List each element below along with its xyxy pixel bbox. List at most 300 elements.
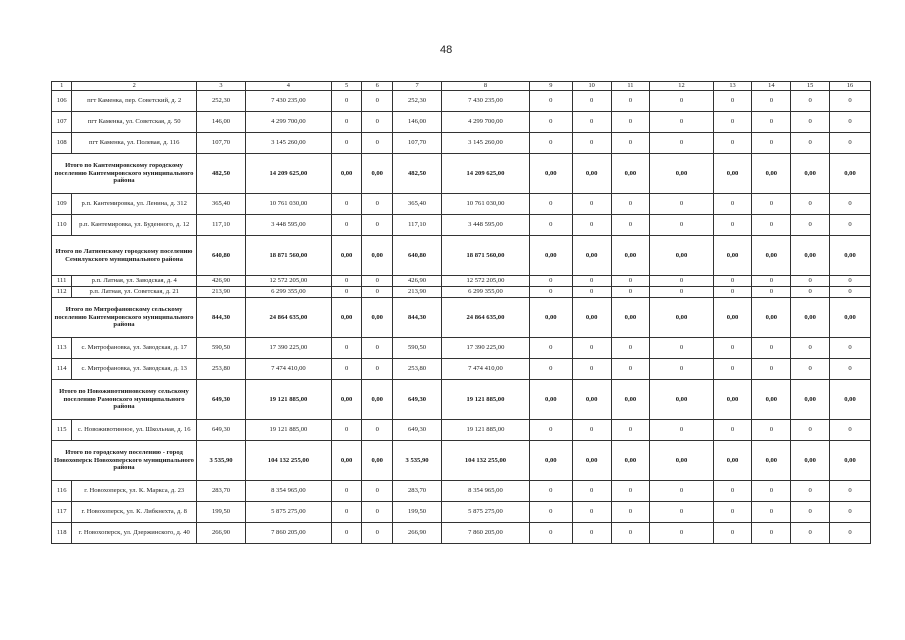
value-cell: 0 [791, 287, 830, 298]
value-cell: 6 299 355,00 [246, 287, 332, 298]
row-number: 116 [52, 481, 72, 502]
subtotal-value: 0,00 [752, 441, 791, 481]
value-cell: 0 [529, 502, 572, 523]
column-header: 12 [650, 82, 713, 91]
value-cell: 0 [791, 112, 830, 133]
address-cell: г. Новохоперск, ул. К. Либкнехта, д. 8 [72, 502, 197, 523]
subtotal-value: 0,00 [713, 298, 752, 338]
value-cell: 17 390 225,00 [442, 338, 530, 359]
subtotal-value: 18 871 560,00 [246, 236, 332, 276]
subtotal-value: 0,00 [572, 154, 611, 194]
value-cell: 0 [713, 502, 752, 523]
value-cell: 0 [791, 502, 830, 523]
subtotal-value: 0,00 [362, 298, 393, 338]
value-cell: 10 761 030,00 [246, 194, 332, 215]
address-cell: пгт Каменка, пер. Советский, д. 2 [72, 91, 197, 112]
value-cell: 0 [830, 112, 871, 133]
subtotal-value: 0,00 [650, 154, 713, 194]
value-cell: 146,00 [197, 112, 246, 133]
subtotal-row [52, 298, 871, 338]
column-header: 3 [197, 82, 246, 91]
value-cell: 0 [752, 276, 791, 287]
subtotal-value: 0,00 [611, 298, 650, 338]
column-header: 15 [791, 82, 830, 91]
value-cell: 0 [611, 359, 650, 380]
value-cell: 0 [650, 287, 713, 298]
subtotal-row [52, 154, 871, 194]
subtotal-value: 0,00 [650, 380, 713, 420]
value-cell: 0 [650, 215, 713, 236]
subtotal-value: 0,00 [362, 154, 393, 194]
value-cell: 252,30 [393, 91, 442, 112]
subtotal-value: 104 132 255,00 [442, 441, 530, 481]
subtotal-value: 0,00 [752, 298, 791, 338]
value-cell: 0 [611, 194, 650, 215]
value-cell: 0 [791, 359, 830, 380]
value-cell: 0 [791, 194, 830, 215]
value-cell: 0 [572, 91, 611, 112]
row-number: 107 [52, 112, 72, 133]
address-cell: р.п. Кантемировка, ул. Буденного, д. 12 [72, 215, 197, 236]
subtotal-value: 0,00 [331, 380, 362, 420]
subtotal-value: 0,00 [331, 298, 362, 338]
column-header: 11 [611, 82, 650, 91]
column-header: 5 [331, 82, 362, 91]
subtotal-value: 0,00 [529, 380, 572, 420]
value-cell: 0 [830, 287, 871, 298]
value-cell: 107,70 [393, 133, 442, 154]
value-cell: 0 [650, 420, 713, 441]
value-cell: 0 [331, 276, 362, 287]
value-cell: 0 [713, 481, 752, 502]
value-cell: 0 [752, 481, 791, 502]
value-cell: 0 [752, 420, 791, 441]
value-cell: 0 [752, 112, 791, 133]
column-header: 1 [52, 82, 72, 91]
value-cell: 0 [830, 523, 871, 544]
value-cell: 7 430 235,00 [246, 91, 332, 112]
subtotal-value: 0,00 [830, 441, 871, 481]
value-cell: 0 [362, 287, 393, 298]
subtotal-value: 640,80 [393, 236, 442, 276]
subtotal-row [52, 441, 871, 481]
value-cell: 0 [650, 133, 713, 154]
value-cell: 0 [362, 502, 393, 523]
value-cell: 0 [611, 215, 650, 236]
row-number: 114 [52, 359, 72, 380]
value-cell: 266,90 [197, 523, 246, 544]
value-cell: 3 448 595,00 [246, 215, 332, 236]
value-cell: 365,40 [197, 194, 246, 215]
value-cell: 0 [611, 91, 650, 112]
address-cell: с. Митрофановка, ул. Заводская, д. 13 [72, 359, 197, 380]
subtotal-value: 0,00 [752, 236, 791, 276]
subtotal-value: 0,00 [713, 236, 752, 276]
row-number: 108 [52, 133, 72, 154]
value-cell: 0 [650, 338, 713, 359]
value-cell: 0 [611, 287, 650, 298]
value-cell: 0 [529, 276, 572, 287]
subtotal-value: 0,00 [830, 236, 871, 276]
value-cell: 0 [791, 133, 830, 154]
subtotal-value: 0,00 [830, 298, 871, 338]
value-cell: 253,80 [393, 359, 442, 380]
value-cell: 0 [713, 112, 752, 133]
subtotal-value: 0,00 [572, 298, 611, 338]
value-cell: 4 299 700,00 [442, 112, 530, 133]
subtotal-value: 0,00 [611, 154, 650, 194]
value-cell: 0 [650, 91, 713, 112]
value-cell: 146,00 [393, 112, 442, 133]
value-cell: 0 [572, 359, 611, 380]
value-cell: 0 [752, 359, 791, 380]
value-cell: 0 [713, 276, 752, 287]
value-cell: 649,30 [197, 420, 246, 441]
value-cell: 0 [331, 338, 362, 359]
address-cell: р.п. Латная, ул. Советская, д. 21 [72, 287, 197, 298]
address-cell: р.п. Кантемировка, ул. Ленина, д. 312 [72, 194, 197, 215]
table-row [52, 481, 871, 502]
value-cell: 0 [362, 338, 393, 359]
address-cell: пгт Каменка, ул. Полевая, д. 116 [72, 133, 197, 154]
subtotal-value: 482,50 [393, 154, 442, 194]
subtotal-value: 18 871 560,00 [442, 236, 530, 276]
subtotal-value: 0,00 [650, 298, 713, 338]
subtotal-value: 0,00 [362, 441, 393, 481]
value-cell: 0 [572, 338, 611, 359]
value-cell: 266,90 [393, 523, 442, 544]
column-header: 16 [830, 82, 871, 91]
subtotal-value: 19 121 885,00 [442, 380, 530, 420]
column-header: 9 [529, 82, 572, 91]
subtotal-row [52, 380, 871, 420]
subtotal-value: 0,00 [572, 380, 611, 420]
value-cell: 0 [362, 276, 393, 287]
table-body [52, 82, 871, 544]
subtotal-value: 0,00 [713, 154, 752, 194]
housing-table [51, 81, 871, 544]
value-cell: 0 [650, 276, 713, 287]
value-cell: 0 [752, 338, 791, 359]
row-number: 115 [52, 420, 72, 441]
subtotal-value: 649,30 [197, 380, 246, 420]
value-cell: 0 [572, 133, 611, 154]
value-cell: 0 [362, 481, 393, 502]
table-row [52, 338, 871, 359]
value-cell: 0 [791, 523, 830, 544]
value-cell: 7 474 410,00 [442, 359, 530, 380]
value-cell: 7 430 235,00 [442, 91, 530, 112]
subtotal-value: 0,00 [650, 236, 713, 276]
value-cell: 0 [572, 194, 611, 215]
value-cell: 253,80 [197, 359, 246, 380]
value-cell: 0 [572, 481, 611, 502]
subtotal-value: 0,00 [791, 380, 830, 420]
subtotal-value: 24 864 635,00 [246, 298, 332, 338]
value-cell: 12 572 205,00 [246, 276, 332, 287]
value-cell: 3 145 260,00 [246, 133, 332, 154]
subtotal-value: 482,50 [197, 154, 246, 194]
subtotal-value: 0,00 [830, 154, 871, 194]
value-cell: 0 [611, 276, 650, 287]
value-cell: 107,70 [197, 133, 246, 154]
value-cell: 0 [572, 276, 611, 287]
subtotal-value: 0,00 [650, 441, 713, 481]
value-cell: 0 [752, 523, 791, 544]
column-header: 2 [72, 82, 197, 91]
subtotal-value: 0,00 [572, 441, 611, 481]
value-cell: 8 354 965,00 [442, 481, 530, 502]
subtotal-value: 0,00 [713, 441, 752, 481]
value-cell: 0 [529, 133, 572, 154]
value-cell: 0 [572, 215, 611, 236]
subtotal-value: 104 132 255,00 [246, 441, 332, 481]
value-cell: 426,90 [197, 276, 246, 287]
column-header: 4 [246, 82, 332, 91]
value-cell: 0 [650, 502, 713, 523]
value-cell: 0 [791, 338, 830, 359]
value-cell: 0 [362, 215, 393, 236]
address-cell: с. Новоживотинное, ул. Школьная, д. 16 [72, 420, 197, 441]
value-cell: 0 [331, 112, 362, 133]
value-cell: 0 [611, 112, 650, 133]
value-cell: 283,70 [197, 481, 246, 502]
address-cell: г. Новохоперск, ул. Дзержинского, д. 40 [72, 523, 197, 544]
table-row [52, 502, 871, 523]
value-cell: 0 [650, 481, 713, 502]
value-cell: 0 [362, 133, 393, 154]
value-cell: 0 [713, 133, 752, 154]
value-cell: 0 [362, 420, 393, 441]
value-cell: 0 [713, 194, 752, 215]
value-cell: 0 [331, 91, 362, 112]
value-cell: 0 [830, 481, 871, 502]
value-cell: 0 [611, 133, 650, 154]
value-cell: 0 [529, 338, 572, 359]
value-cell: 0 [611, 338, 650, 359]
value-cell: 19 121 885,00 [442, 420, 530, 441]
value-cell: 590,50 [197, 338, 246, 359]
subtotal-value: 0,00 [752, 154, 791, 194]
subtotal-value: 844,30 [393, 298, 442, 338]
subtotal-value: 14 209 625,00 [442, 154, 530, 194]
value-cell: 0 [572, 420, 611, 441]
column-header: 8 [442, 82, 530, 91]
column-header: 6 [362, 82, 393, 91]
value-cell: 0 [791, 276, 830, 287]
subtotal-value: 0,00 [529, 298, 572, 338]
value-cell: 0 [830, 359, 871, 380]
subtotal-value: 0,00 [791, 236, 830, 276]
value-cell: 0 [830, 420, 871, 441]
value-cell: 5 875 275,00 [246, 502, 332, 523]
value-cell: 0 [713, 523, 752, 544]
value-cell: 0 [572, 502, 611, 523]
value-cell: 0 [611, 420, 650, 441]
value-cell: 213,90 [393, 287, 442, 298]
address-cell: пгт Каменка, ул. Советская, д. 50 [72, 112, 197, 133]
value-cell: 0 [791, 481, 830, 502]
value-cell: 0 [331, 481, 362, 502]
column-header: 10 [572, 82, 611, 91]
value-cell: 0 [331, 502, 362, 523]
value-cell: 0 [650, 194, 713, 215]
row-number: 118 [52, 523, 72, 544]
address-cell: р.п. Латная, ул. Заводская, д. 4 [72, 276, 197, 287]
row-number: 117 [52, 502, 72, 523]
value-cell: 0 [830, 276, 871, 287]
value-cell: 365,40 [393, 194, 442, 215]
value-cell: 0 [331, 287, 362, 298]
subtotal-value: 0,00 [529, 154, 572, 194]
value-cell: 0 [362, 112, 393, 133]
subtotal-value: 14 209 625,00 [246, 154, 332, 194]
subtotal-value: 649,30 [393, 380, 442, 420]
value-cell: 0 [529, 359, 572, 380]
subtotal-label: Итого по Латненскому городскому поселению Семилукского муниципального района [52, 236, 197, 276]
value-cell: 0 [529, 523, 572, 544]
value-cell: 0 [362, 194, 393, 215]
row-number: 110 [52, 215, 72, 236]
value-cell: 590,50 [393, 338, 442, 359]
value-cell: 0 [529, 287, 572, 298]
subtotal-value: 0,00 [611, 441, 650, 481]
value-cell: 12 572 205,00 [442, 276, 530, 287]
value-cell: 19 121 885,00 [246, 420, 332, 441]
value-cell: 7 474 410,00 [246, 359, 332, 380]
subtotal-label: Итого по городскому поселению - город Новохоперск Новохоперского муниципального района [52, 441, 197, 481]
value-cell: 199,50 [393, 502, 442, 523]
subtotal-value: 0,00 [611, 236, 650, 276]
value-cell: 0 [713, 359, 752, 380]
value-cell: 0 [362, 91, 393, 112]
value-cell: 0 [791, 215, 830, 236]
value-cell: 0 [572, 287, 611, 298]
subtotal-value: 19 121 885,00 [246, 380, 332, 420]
value-cell: 0 [830, 194, 871, 215]
value-cell: 0 [752, 287, 791, 298]
address-cell: с. Митрофановка, ул. Заводская, д. 17 [72, 338, 197, 359]
column-header: 14 [752, 82, 791, 91]
subtotal-value: 0,00 [791, 298, 830, 338]
value-cell: 0 [713, 420, 752, 441]
page-number: 48 [440, 44, 453, 56]
value-cell: 426,90 [393, 276, 442, 287]
subtotal-label: Итого по Кантемировскому городскому поселению Кантемировского муниципального района [52, 154, 197, 194]
value-cell: 0 [611, 523, 650, 544]
value-cell: 252,30 [197, 91, 246, 112]
value-cell: 0 [752, 91, 791, 112]
value-cell: 0 [752, 502, 791, 523]
subtotal-value: 3 535,90 [197, 441, 246, 481]
subtotal-value: 24 864 635,00 [442, 298, 530, 338]
value-cell: 117,10 [197, 215, 246, 236]
row-number: 112 [52, 287, 72, 298]
value-cell: 0 [752, 194, 791, 215]
value-cell: 0 [830, 215, 871, 236]
value-cell: 117,10 [393, 215, 442, 236]
subtotal-value: 0,00 [752, 380, 791, 420]
subtotal-value: 0,00 [529, 236, 572, 276]
value-cell: 0 [830, 91, 871, 112]
table-row [52, 215, 871, 236]
value-cell: 0 [713, 287, 752, 298]
subtotal-value: 0,00 [529, 441, 572, 481]
value-cell: 0 [791, 91, 830, 112]
subtotal-value: 0,00 [362, 236, 393, 276]
value-cell: 0 [529, 420, 572, 441]
value-cell: 0 [713, 91, 752, 112]
subtotal-value: 0,00 [362, 380, 393, 420]
table-row [52, 276, 871, 287]
value-cell: 0 [830, 502, 871, 523]
value-cell: 0 [830, 338, 871, 359]
value-cell: 0 [529, 215, 572, 236]
value-cell: 283,70 [393, 481, 442, 502]
value-cell: 213,90 [197, 287, 246, 298]
value-cell: 3 448 595,00 [442, 215, 530, 236]
table-row [52, 359, 871, 380]
value-cell: 0 [529, 91, 572, 112]
subtotal-value: 0,00 [331, 441, 362, 481]
value-cell: 6 299 355,00 [442, 287, 530, 298]
value-cell: 0 [611, 481, 650, 502]
value-cell: 0 [611, 502, 650, 523]
table-row [52, 91, 871, 112]
table-row [52, 420, 871, 441]
subtotal-label: Итого по Новоживотинновскому сельскому поселению Рамонского муниципального района [52, 380, 197, 420]
subtotal-label: Итого по Митрофановскому сельскому поселению Кантемировского муниципального района [52, 298, 197, 338]
subtotal-value: 640,80 [197, 236, 246, 276]
column-header: 7 [393, 82, 442, 91]
subtotal-value: 0,00 [611, 380, 650, 420]
subtotal-value: 0,00 [572, 236, 611, 276]
value-cell: 0 [572, 523, 611, 544]
value-cell: 0 [650, 523, 713, 544]
subtotal-value: 0,00 [713, 380, 752, 420]
value-cell: 0 [331, 133, 362, 154]
value-cell: 0 [752, 215, 791, 236]
value-cell: 0 [331, 194, 362, 215]
value-cell: 0 [572, 112, 611, 133]
value-cell: 10 761 030,00 [442, 194, 530, 215]
value-cell: 0 [362, 359, 393, 380]
subtotal-value: 0,00 [791, 154, 830, 194]
subtotal-value: 3 535,90 [393, 441, 442, 481]
subtotal-value: 844,30 [197, 298, 246, 338]
table-row [52, 523, 871, 544]
row-number: 109 [52, 194, 72, 215]
subtotal-value: 0,00 [791, 441, 830, 481]
value-cell: 17 390 225,00 [246, 338, 332, 359]
value-cell: 0 [713, 215, 752, 236]
row-number: 111 [52, 276, 72, 287]
table-row [52, 133, 871, 154]
value-cell: 0 [791, 420, 830, 441]
value-cell: 0 [331, 215, 362, 236]
value-cell: 0 [362, 523, 393, 544]
table-row [52, 112, 871, 133]
value-cell: 0 [752, 133, 791, 154]
subtotal-value: 0,00 [331, 236, 362, 276]
value-cell: 4 299 700,00 [246, 112, 332, 133]
value-cell: 0 [331, 420, 362, 441]
value-cell: 0 [331, 359, 362, 380]
row-number: 106 [52, 91, 72, 112]
column-header-row [52, 82, 871, 91]
value-cell: 0 [529, 481, 572, 502]
subtotal-value: 0,00 [830, 380, 871, 420]
